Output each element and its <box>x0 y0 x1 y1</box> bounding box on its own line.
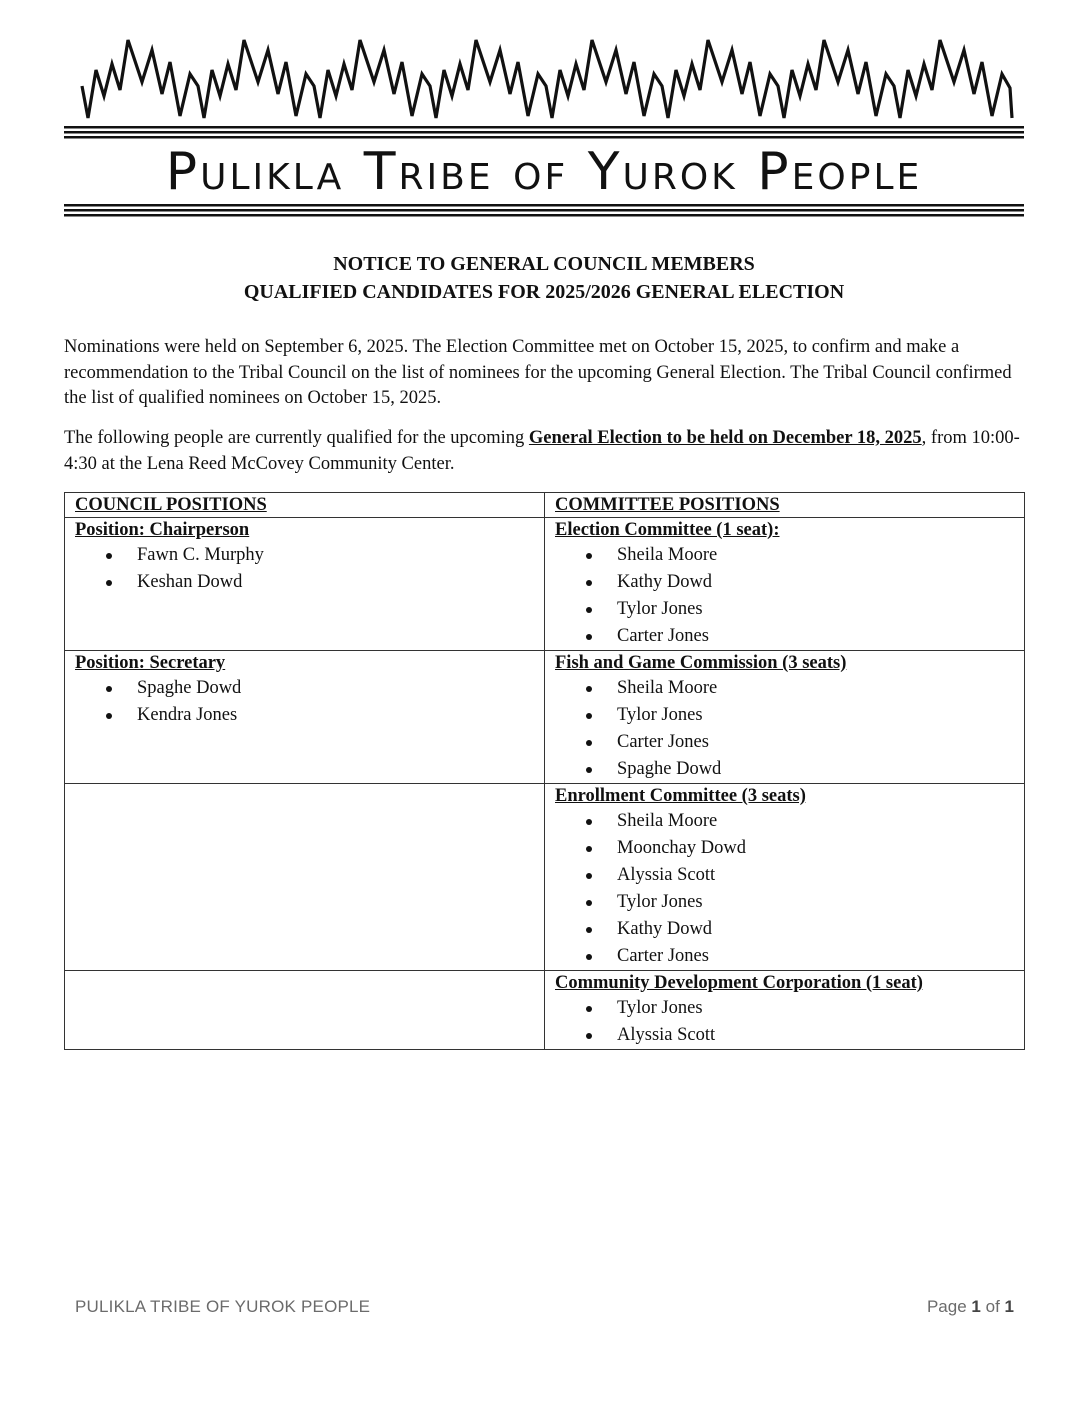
empty-council-cell <box>65 784 545 971</box>
election-info-location: , from 10:00-4:30 at the Lena Reed McCovey Community Center. <box>64 428 1020 474</box>
empty-council-cell <box>65 971 545 1050</box>
committee-cell <box>545 518 1025 651</box>
page-word: Page <box>926 1297 967 1316</box>
list-item: Tylor Jones <box>617 889 1014 916</box>
position-title: Position: Secretary <box>75 653 226 673</box>
committee-title: Enrollment Committee (3 seats) <box>555 786 806 806</box>
total-pages: 1 <box>1004 1297 1014 1316</box>
election-date-emphasis: General Election to be held on December 18, 2025 <box>528 428 922 448</box>
table-row <box>65 651 1025 784</box>
organization-title: Pulikla Tribe of Yurok People <box>165 142 923 202</box>
committee-positions-header: COMMITTEE POSITIONS <box>545 493 1025 518</box>
election-info-text: The following people are currently qualified for the upcoming <box>64 428 529 448</box>
current-page: 1 <box>971 1297 981 1316</box>
candidate-list <box>555 995 1014 1049</box>
candidate-list <box>75 542 534 596</box>
footer-organization: PULIKLA TRIBE OF YUROK PEOPLE <box>75 1297 371 1316</box>
list-item: Kendra Jones <box>137 702 534 729</box>
committee-title: Election Committee (1 seat): <box>555 520 780 540</box>
election-info-paragraph <box>64 426 1024 477</box>
list-item: Sheila Moore <box>617 542 1014 569</box>
list-item: Alyssia Scott <box>617 1022 1014 1049</box>
committee-title: Fish and Game Commission (3 seats) <box>555 653 847 673</box>
notice-heading-line-2: QUALIFIED CANDIDATES FOR 2025/2026 GENERAL ELECTION <box>243 281 845 303</box>
positions-table <box>64 492 1025 1050</box>
candidate-list <box>555 542 1014 650</box>
list-item: Tylor Jones <box>617 596 1014 623</box>
list-item: Tylor Jones <box>617 702 1014 729</box>
list-item: Kathy Dowd <box>617 569 1014 596</box>
list-item: Keshan Dowd <box>137 569 534 596</box>
list-item: Carter Jones <box>617 623 1014 650</box>
table-row <box>65 784 1025 971</box>
list-item: Spaghe Dowd <box>617 756 1014 783</box>
table-row <box>65 518 1025 651</box>
table-header-row <box>65 493 1025 518</box>
committee-cell <box>545 651 1025 784</box>
committee-cell <box>545 784 1025 971</box>
council-positions-header: COUNCIL POSITIONS <box>65 493 545 518</box>
committee-cell <box>545 971 1025 1050</box>
of-word: of <box>985 1297 1000 1316</box>
list-item: Alyssia Scott <box>617 862 1014 889</box>
list-item: Spaghe Dowd <box>137 675 534 702</box>
table-row <box>65 971 1025 1050</box>
nominations-paragraph: Nominations were held on September 6, 2025. The Election Committee met on October 15, 2025, to confirm and make a recommendation to the Tribal Council on the list of nominees for the upcoming General Election. The Tribal Council confirmed the list of qualified nominees on October 15, 2025. <box>64 337 1012 408</box>
position-title: Position: Chairperson <box>75 520 250 540</box>
list-item: Sheila Moore <box>617 675 1014 702</box>
list-item: Sheila Moore <box>617 808 1014 835</box>
list-item: Tylor Jones <box>617 995 1014 1022</box>
council-cell <box>65 651 545 784</box>
candidate-list <box>555 675 1014 783</box>
list-item: Carter Jones <box>617 943 1014 970</box>
notice-heading-line-1: NOTICE TO GENERAL COUNCIL MEMBERS <box>333 253 755 275</box>
notice-heading <box>64 250 1024 306</box>
candidate-list <box>75 675 534 729</box>
footer-page-number <box>927 1297 1014 1317</box>
list-item: Moonchay Dowd <box>617 835 1014 862</box>
candidate-list <box>555 808 1014 970</box>
list-item: Kathy Dowd <box>617 916 1014 943</box>
list-item: Fawn C. Murphy <box>137 542 534 569</box>
council-cell <box>65 518 545 651</box>
committee-title: Community Development Corporation (1 seat) <box>555 973 923 993</box>
list-item: Carter Jones <box>617 729 1014 756</box>
